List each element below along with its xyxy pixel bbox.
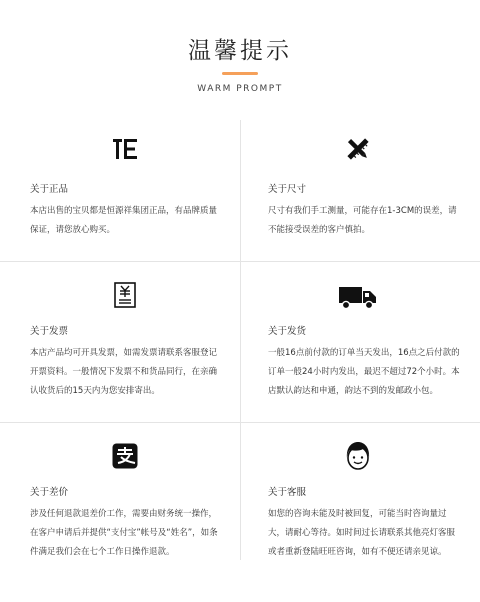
notice-customer-service	[240, 423, 480, 583]
ruler-pencil-icon	[345, 136, 371, 162]
notice-size-desc: 尺寸有我们手工测量，可能存在1-3CM的误差，请不能接受误差的客户慎拍。	[268, 206, 457, 235]
customer-service-icon	[344, 441, 372, 471]
notice-genuine-label: 关于正品	[30, 184, 69, 195]
notice-invoice	[0, 262, 240, 422]
notice-price-difference-desc: 涉及任何退款退差价工作，需要由财务统一操作，在客户申请后并提供“支付宝”帐号及“姓名”，如条件满足我们会在七个工作日操作退款。	[30, 509, 218, 557]
alipay-icon	[112, 443, 138, 469]
notice-size	[240, 120, 480, 280]
notice-shipping-label: 关于发货	[268, 326, 307, 337]
notice-grid	[0, 120, 480, 602]
notice-shipping-desc: 一般16点前付款的订单当天发出，16点之后付款的订单一般24小时内发出，最迟不超过72个小时。本店默认韵达和申通，韵达不到的发邮政小包。	[268, 348, 460, 396]
notice-customer-service-label: 关于客服	[268, 487, 307, 498]
header	[0, 0, 480, 120]
notice-genuine-desc: 本店出售的宝贝都是恒源祥集团正品，有品牌质量保证，请您放心购买。	[30, 206, 218, 235]
notice-customer-service-desc: 如您的咨询未能及时被回复，可能当时咨询量过大，请耐心等待。如时间过长请联系其他亮灯客服或者重新登陆旺旺咨询，如有不便还请亲见谅。	[268, 509, 456, 557]
page-subtitle: WARM PROMPT	[197, 84, 283, 94]
notice-size-label: 关于尺寸	[268, 184, 307, 195]
notice-price-difference	[0, 423, 240, 583]
invoice-icon	[112, 282, 138, 308]
title-accent-bar	[222, 72, 258, 75]
truck-icon	[338, 284, 378, 310]
page-title: 温馨提示	[188, 38, 292, 64]
notice-invoice-desc: 本店产品均可开具发票，如需发票请联系客服登记开票资料。一般情况下发票不和货品同行，在亲确认收货后的15天内为您安排寄出。	[30, 348, 218, 396]
notice-invoice-label: 关于发票	[30, 326, 69, 337]
notice-price-difference-label: 关于差价	[30, 487, 69, 498]
notice-genuine	[0, 120, 240, 280]
zheng-logo-icon	[112, 136, 138, 162]
notice-shipping	[240, 262, 480, 422]
